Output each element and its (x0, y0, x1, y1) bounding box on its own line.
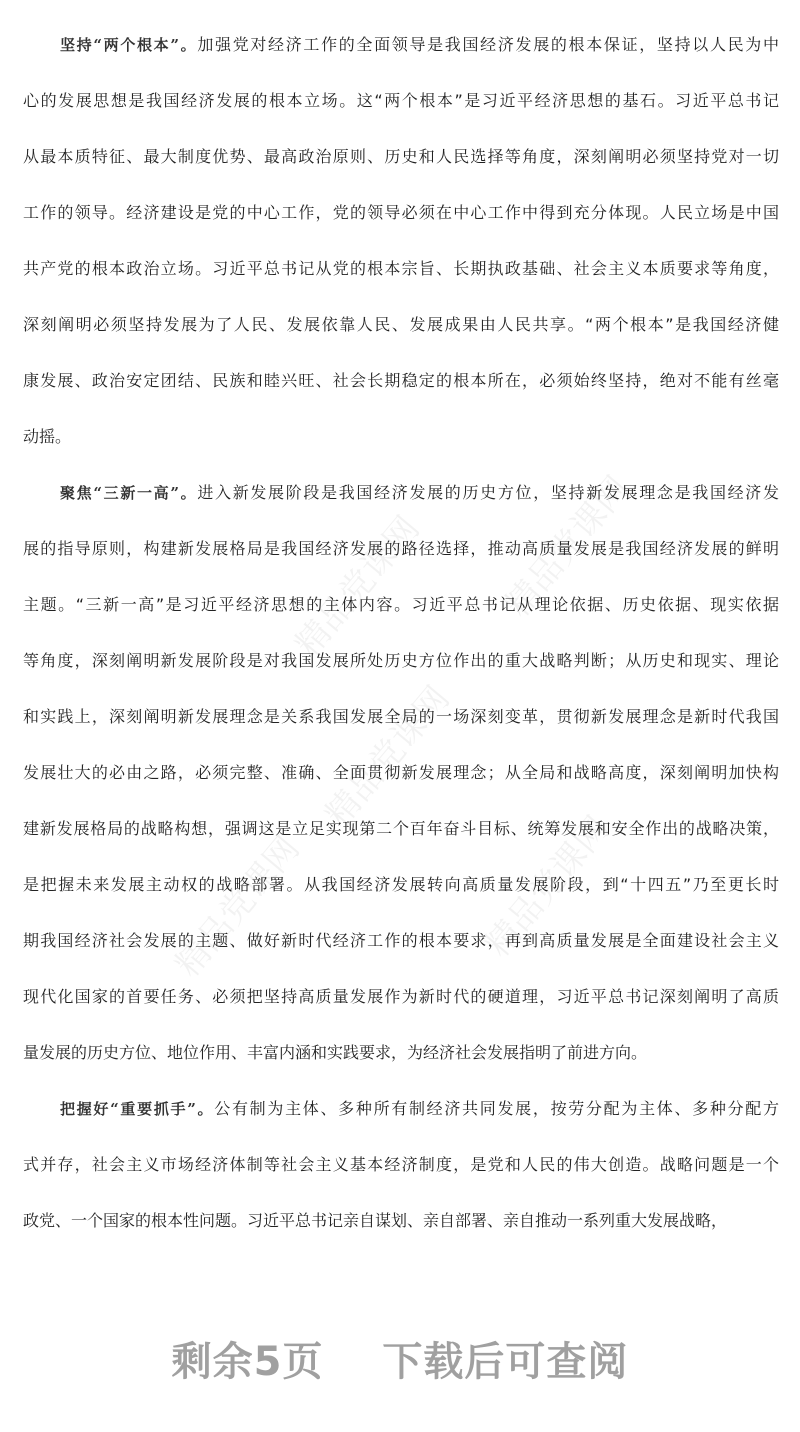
line-text: 进入新发展阶段是我国经济发展的历史方位，坚持新发展理念是我国经济发 (197, 483, 779, 502)
paragraph-heading: 把握好“重要抓手”。 (60, 1100, 215, 1118)
text-line (23, 1137, 779, 1193)
watermark: 精品党课网 (287, 508, 428, 665)
text-line (23, 969, 779, 1025)
line-text: 和实践上，深刻阐明新发展理念是关系我国发展全局的一场深刻变革，贯彻新发展理念是新时代我国 (23, 707, 779, 726)
text-line (23, 521, 779, 577)
text-line (23, 241, 779, 297)
download-to-view-label: 下载后可查阅 (382, 1339, 629, 1385)
text-line (23, 17, 779, 73)
text-line (23, 1193, 779, 1249)
document-body (23, 17, 779, 1249)
paragraph-heading: 聚焦“三新一高”。 (60, 484, 198, 502)
text-line (23, 297, 779, 353)
watermark: 精品党课网 (477, 808, 618, 965)
text-line (23, 409, 779, 465)
text-line (23, 633, 779, 689)
line-text: 是把握未来发展主动权的战略部署。从我国经济发展转向高质量发展阶段，到“十四五”乃至更长时 (23, 875, 779, 894)
text-line (23, 73, 779, 129)
line-text: 量发展的历史方位、地位作用、丰富内涵和实践要求，为经济社会发展指明了前进方向。 (23, 1043, 648, 1062)
paragraph (23, 465, 779, 1081)
line-text: 加强党对经济工作的全面领导是我国经济发展的根本保证，坚持以人民为中 (197, 35, 779, 54)
line-text: 现代化国家的首要任务、必须把坚持高质量发展作为新时代的硬道理，习近平总书记深刻阐明了高质 (23, 987, 779, 1006)
line-text: 工作的领导。经济建设是党的中心工作，党的领导必须在中心工作中得到充分体现。人民立场是中国 (23, 203, 779, 222)
text-line (23, 801, 779, 857)
line-text: 等角度，深刻阐明新发展阶段是对我国发展所处历史方位作出的重大战略判断；从历史和现实、理论 (23, 651, 779, 670)
line-text: 建新发展格局的战略构想，强调这是立足实现第二个百年奋斗目标、统筹发展和安全作出的战略决策， (23, 819, 779, 838)
line-text: 深刻阐明必须坚持发展为了人民、发展依靠人民、发展成果由人民共享。“两个根本”是我国经济健 (23, 315, 779, 334)
text-line (23, 1081, 779, 1137)
text-line (23, 129, 779, 185)
line-text: 展的指导原则，构建新发展格局是我国经济发展的路径选择，推动高质量发展是我国经济发展的鲜明 (23, 539, 779, 558)
text-line (23, 745, 779, 801)
line-text: 式并存，社会主义市场经济体制等社会主义基本经济制度，是党和人民的伟大创造。战略问题是一个 (23, 1155, 779, 1174)
line-text: 政党、一个国家的根本性问题。习近平总书记亲自谋划、亲自部署、亲自推动一系列重大发展战略， (23, 1211, 728, 1230)
text-line (23, 857, 779, 913)
download-prompt-banner[interactable] (0, 1330, 800, 1387)
text-line (23, 1025, 779, 1081)
line-text: 动摇。 (23, 427, 72, 446)
line-text: 共产党的根本政治立场。习近平总书记从党的根本宗旨、长期执政基础、社会主义本质要求等角度， (23, 259, 779, 278)
watermark: 精品党课网 (497, 468, 638, 625)
paragraph-heading: 坚持“两个根本”。 (60, 36, 198, 54)
line-text: 期我国经济社会发展的主题、做好新时代经济工作的根本要求，再到高质量发展是全面建设社会主义 (23, 931, 779, 950)
text-line (23, 185, 779, 241)
paragraph (23, 1081, 779, 1249)
paragraph (23, 17, 779, 465)
watermark: 精品党课网 (317, 678, 458, 835)
text-line (23, 353, 779, 409)
line-text: 主题。“三新一高”是习近平经济思想的主体内容。习近平总书记从理论依据、历史依据、现实依据 (23, 595, 779, 614)
watermark: 精品党课网 (167, 828, 308, 985)
remaining-pages-label: 剩余5页 (171, 1339, 324, 1385)
text-line (23, 577, 779, 633)
line-text: 发展壮大的必由之路，必须完整、准确、全面贯彻新发展理念；从全局和战略高度，深刻阐明加快构 (23, 763, 779, 782)
line-text: 心的发展思想是我国经济发展的根本立场。这“两个根本”是习近平经济思想的基石。习近平总书记 (23, 91, 779, 110)
line-text: 公有制为主体、多种所有制经济共同发展，按劳分配为主体、多种分配方 (214, 1099, 779, 1118)
text-line (23, 689, 779, 745)
text-line (23, 465, 779, 521)
line-text: 康发展、政治安定团结、民族和睦兴旺、社会长期稳定的根本所在，必须始终坚持，绝对不能有丝毫 (23, 371, 779, 390)
text-line (23, 913, 779, 969)
line-text: 从最本质特征、最大制度优势、最高政治原则、历史和人民选择等角度，深刻阐明必须坚持党对一切 (23, 147, 779, 166)
